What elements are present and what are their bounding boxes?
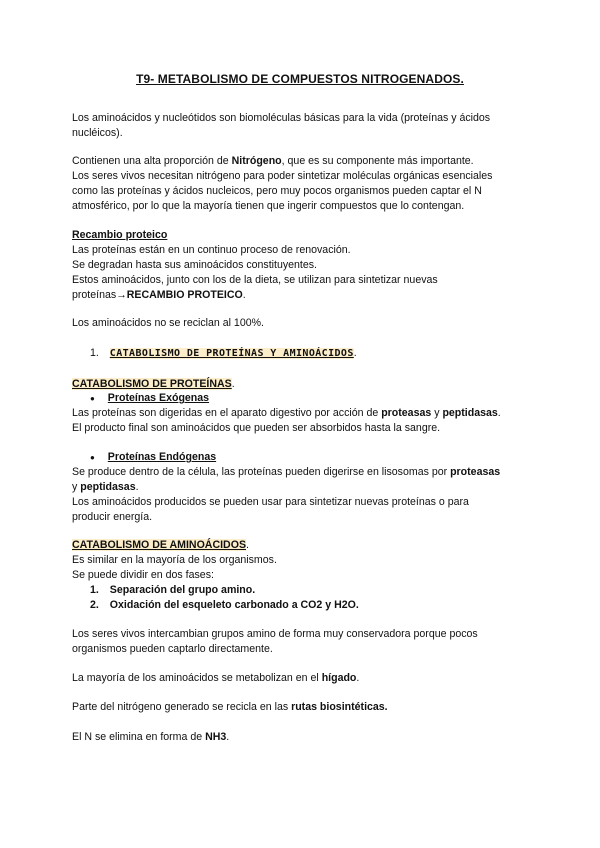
rutas-bold: rutas biosintéticas. <box>291 701 388 713</box>
arrow-icon: → <box>116 289 127 301</box>
higado-end: . <box>356 672 360 684</box>
exo-peptidasas: peptidasas <box>442 407 498 419</box>
amino-groups-paragraph <box>72 627 542 657</box>
endo-proteasas: proteasas <box>450 466 501 478</box>
recambio-paragraph <box>72 228 542 303</box>
intro-line-1: Los aminoácidos y nucleótidos son biomoléculas básicas para la vida (proteínas y ácidos <box>72 112 491 124</box>
recambio-line-3: Estos aminoácidos, junto con los de la dieta, se utilizan para sintetizar nuevas <box>72 274 438 286</box>
cat-proteinas-end: . <box>231 378 235 390</box>
phase-2-text: Oxidación del esqueleto carbonado a CO2 y H2O. <box>109 599 359 611</box>
section-1-number: 1. <box>90 347 99 359</box>
endo-peptidasas: peptidasas <box>80 481 136 493</box>
exogenas-bullet <box>90 391 209 406</box>
endo-line-3: Los aminoácidos producidos se pueden usar para sintetizar nuevas proteínas o para <box>72 496 469 508</box>
phase-2-number: 2. <box>90 599 99 611</box>
exo-line-2: El producto final son aminoácidos que pueden ser absorbidos hasta la sangre. <box>72 422 441 434</box>
bullet-icon: ● <box>90 394 95 403</box>
nh3-bold: NH3 <box>205 731 227 743</box>
cat-aa-line-1: Es similar en la mayoría de los organismos. <box>72 554 277 566</box>
nitrogen-paragraph <box>72 154 542 214</box>
nitrogen-line-4: atmosférico, por lo que la mayoría tienen que ingerir compuestos que lo contengan. <box>72 200 465 212</box>
phase-1-item <box>90 583 255 598</box>
cat-aminoacidos-paragraph <box>72 538 542 583</box>
endo-line-4: producir energía. <box>72 511 153 523</box>
recambio-line-1: Las proteínas están en un continuo proceso de renovación. <box>72 244 351 256</box>
phase-2-item <box>90 598 359 613</box>
higado-bold: hígado <box>321 672 357 684</box>
cat-aminoacidos-heading: CATABOLISMO DE AMINOÁCIDOS <box>72 539 247 551</box>
endo-line-2-pre: y <box>72 481 81 493</box>
page-title: T9- METABOLISMO DE COMPUESTOS NITROGENADOS. <box>136 72 464 86</box>
nitrogen-line-3: como las proteínas y ácidos nucleicos, pero muy pocos organismos pueden captar el N <box>72 185 482 197</box>
exogenas-paragraph <box>72 406 562 436</box>
exo-line-1-mid: y <box>431 407 443 419</box>
cat-proteinas-heading: CATABOLISMO DE PROTEÍNAS <box>72 378 232 390</box>
rutas-pre: Parte del nitrógeno generado se recicla en las <box>72 701 292 713</box>
section-1-label: CATABOLISMO DE PROTEÍNAS Y AMINOÁCIDOS <box>109 348 354 359</box>
recambio-line-4-pre: proteínas <box>72 289 117 301</box>
recambio-bold: RECAMBIO PROTEICO <box>126 289 243 301</box>
cat-aa-line-2: Se puede dividir en dos fases: <box>72 569 214 581</box>
cat-proteinas-heading-line <box>72 377 542 392</box>
nh3-line <box>72 730 542 745</box>
section-1-end: . <box>353 347 357 359</box>
phase-1-number: 1. <box>90 584 99 596</box>
exogenas-title: Proteínas Exógenas <box>107 392 210 404</box>
exo-line-1-pre: Las proteínas son digeridas en el aparato digestivo por acción de <box>72 407 382 419</box>
endo-line-1-pre: Se produce dentro de la célula, las proteínas pueden digerirse en lisosomas por <box>72 466 451 478</box>
exo-line-1-end: . <box>497 407 501 419</box>
bullet-icon: ● <box>90 453 95 462</box>
amino-groups-line-1: Los seres vivos intercambian grupos amino de forma muy conservadora porque pocos <box>72 628 478 640</box>
endo-line-2-end: . <box>135 481 139 493</box>
nh3-pre: El N se elimina en forma de <box>72 731 206 743</box>
intro-line-2: nucléicos). <box>72 127 123 139</box>
endogenas-bullet <box>90 450 216 465</box>
no-reciclan-text: Los aminoácidos no se reciclan al 100%. <box>72 317 264 329</box>
higado-line <box>72 671 542 686</box>
endogenas-paragraph <box>72 465 562 525</box>
higado-pre: La mayoría de los aminoácidos se metabolizan en el <box>72 672 322 684</box>
exo-proteasas: proteasas <box>381 407 432 419</box>
recambio-line-4-end: . <box>242 289 246 301</box>
phase-1-text: Separación del grupo amino. <box>109 584 256 596</box>
endogenas-title: Proteínas Endógenas <box>107 451 217 463</box>
nitrogen-line-1-pre: Contienen una alta proporción de <box>72 155 232 167</box>
nitrogen-bold: Nitrógeno <box>231 155 282 167</box>
nitrogen-line-2: Los seres vivos necesitan nitrógeno para poder sintetizar moléculas orgánicas esenciales <box>72 170 493 182</box>
rutas-line <box>72 700 542 715</box>
intro-paragraph <box>72 111 542 141</box>
section-1-heading <box>90 346 560 361</box>
cat-aminoacidos-end: . <box>246 539 249 551</box>
recambio-line-2: Se degradan hasta sus aminoácidos constituyentes. <box>72 259 317 271</box>
amino-groups-line-2: organismos pueden captarlo directamente. <box>72 643 273 655</box>
nh3-end: . <box>226 731 230 743</box>
recambio-heading: Recambio proteico <box>72 229 168 241</box>
nitrogen-line-1-post: , que es su componente más importante. <box>281 155 474 167</box>
